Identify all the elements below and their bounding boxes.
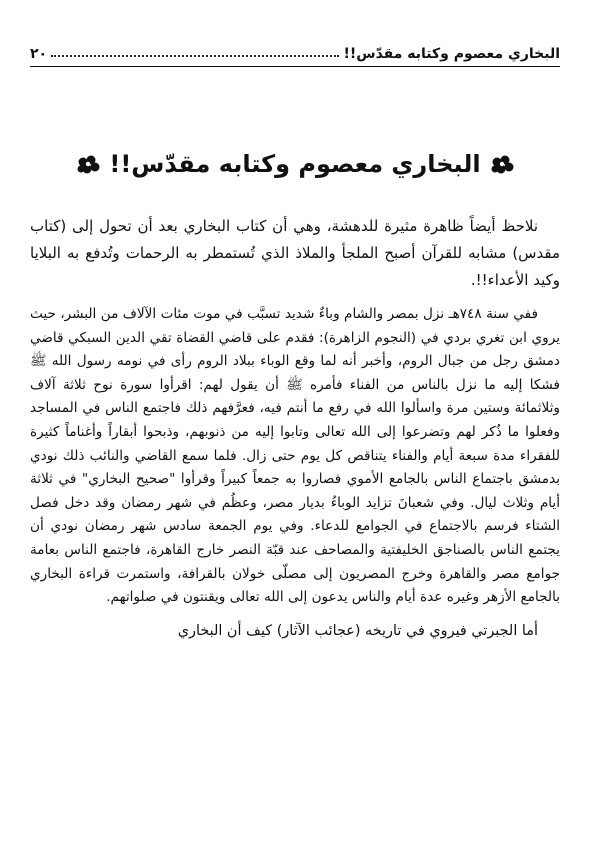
- body-text: [30, 213, 560, 644]
- flower-ornament-icon: [489, 154, 515, 176]
- running-header: [30, 38, 560, 62]
- running-title: البخاري معصوم وكتابه مقدّس!!: [343, 46, 560, 62]
- chapter-title: [30, 150, 560, 190]
- flower-ornament-icon: [75, 154, 101, 176]
- page-number: ٢٠: [30, 46, 48, 62]
- header-rule: [30, 66, 560, 67]
- paragraph-jabarti: أما الجبرتي فيروي في تاريخه (عجائب الآثار) كيف أن البخاري: [177, 622, 538, 639]
- paragraph-plague-account: ففي سنة ٧٤٨هـ نزل بمصر والشام وباءٌ شديد تسبَّب في موت مئات الآلاف من البشر، حيث يروي ابن تغري بردي في (النجوم الزاهرة): فقدم على قاضي القضاة تقي الدين السبكي قاضي دمشق رجل من جبال الروم، وأخبر أنه لما وقع الوباء ببلاد الروم رأى في نومه رسول الله ﷺ فشكا إليه ما نزل بالناس من الفناء فأمره ﷺ أن يقول لهم: اقرأوا سورة نوح ثلاثة آلاف وثلاثمائة وستين مرة واسألوا الله في رفع ما أنتم فيه، فعرَّفهم ذلك فاجتمع الناس في المساجد وفعلوا ما ذُكر لهم وتضرعوا إلى الله تعالى وتابوا إليه من ذنوبهم، وذبحوا أبقاراً وأغناماً كثيرة للفقراء مدة سبعة أيام والفناء يتناقص كل يوم حتى زال. فلما سمع القاضي والنائب ذلك نودي بدمشق باجتماع الناس بالجامع الأموي فصاروا به جمعاً كبيراً وقرأوا "صحيح البخاري" في ثلاثة أيام وثلاث ليال. وفي شعبانَ تزايد الوباءُ بديار مصر، وعظُم في شهر رمضان وقد دخل فصل الشتاء فرسم بالاجتماع في الجوامع للدعاء. وفي يوم الجمعة سادس شهر رمضان نودي أن يجتمع الناس بالصناجق الخليفتية والمصاحف عند قبّة النصر خارج القاهرة، فاجتمع الناس بعامة جوامع مصر والقاهرة وخرج المصريون إلى مصلّى خولان بالقرافة، واستمرت قراءة البخاري بالجامع الأزهر وغيره عدة أيام والناس يدعون إلى الله تعالى ويقنتون في صلواتهم.: [30, 306, 560, 606]
- leader-dots: [51, 55, 339, 57]
- chapter-title-text: البخاري معصوم وكتابه مقدّس!!: [109, 150, 481, 178]
- paragraph-intro: نلاحظ أيضاً ظاهرة مثيرة للدهشة، وهي أن كتاب البخاري بعد أن تحول إلى (كتاب مقدس) مشابه للقرآن أصبح الملجأ والملاذ الذي تُستمطر به الرحمات وتُدفع به البلايا وكيد الأعداء!!.: [30, 217, 560, 289]
